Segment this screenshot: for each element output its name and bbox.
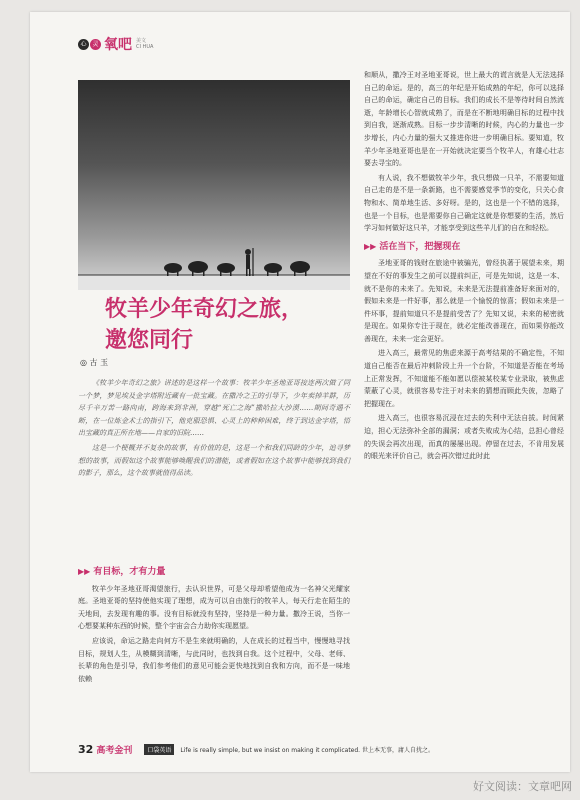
chevron-marker-icon: ▶▶ [364,241,377,251]
logo-sub-line2: CI HUA [136,44,154,50]
logo-sub-line1: 美文 [136,38,147,44]
magazine-name: 高考金刊 [96,745,133,756]
magazine-page [30,12,570,772]
section-heading-1 [78,566,350,579]
hero-image [78,80,350,290]
title-line-2: 邀您同行 [105,328,194,353]
page-number: 32 [78,742,94,756]
intro-column [78,377,350,482]
logo-char-1: 心 [78,39,89,50]
section-heading-2 [364,241,564,254]
intro-paragraph-2: 这是一个梗概并不复杂的故事，有价值的是，这是一个和我们同龄的少年，追寻梦想的故事，而假如这个故事能够唤醒我们的潜能，或者假如在这个故事中能够找到我们的影子，那么，这个故事就值得品读。 [78,443,350,478]
right-body-column [364,69,564,465]
site-watermark: 好文阅读：文章吧网 [473,780,572,793]
page-footer [78,740,558,758]
section-title-2: 活在当下，把握现在 [379,241,461,252]
body-paragraph: 进入高三，也很容易沉浸在过去的失利中无法自拔。时间紧迫，担心无法弥补全部的漏洞；或者失败成为心结，总担心曾经的失误会再次出现，而真的屡屡出现。停留在过去，不肯用发展的眼光来评价自己，就会再次错过此时此 [364,414,564,461]
body-paragraph: 牧羊少年圣地亚哥渴望旅行，去认识世界，可是父母却希望他成为一名神父光耀家庭。圣地亚哥的坚持使他实现了理想，成为可以自由旅行的牧羊人，每天行走在陌生的天地间，去发现有趣的事。没有目标就没有坚持，坚持是一种力量。撒冷王说，当你一心想要某种东西的时候，整个宇宙会合力助你实现愿望。 [78,584,350,631]
title-line-1: 牧羊少年奇幻之旅， [105,297,304,322]
left-body-column [78,560,350,687]
column-tag: 口袋英语 [144,744,174,755]
body-paragraph: 有人说，我不想做牧羊少年，我只想做一只羊，不需要知道自己走的是不是一条新路，也不需要感觉季节的变化，只关心食物和水、简单地生活、多好呀。是的，这也是一个不错的选择，也是一个目标，也是需要你自己确定这就是你想要的生活，然后学习如何做好这只羊，才能享受到这些羊儿们的自在和轻松。 [364,173,564,233]
article-title [105,294,303,356]
body-paragraph: 应该说，命运之路走向何方不是生来就明确的，人在成长的过程当中，慢慢地寻找目标，规划人生，从模糊到清晰，与此同时，也找到自我。这个过程中，父母、老师、长辈的角色是引导，我们参考他们的意见可能会更快地找到自我和方向，而不是一味地依赖 [78,636,350,683]
intro-paragraph-1: 《牧羊少年奇幻之旅》讲述的是这样一个故事：牧羊少年圣地亚哥接连两次做了同一个梦，梦见埃及金字塔附近藏有一批宝藏。在撒冷之王的引导下，少年卖掉羊群，历尽千辛万苦一路向南，跨海来到非洲，穿越“死亡之海”撒哈拉大沙漠……期间奇遇不断，在一位炼金术士的指引下，他克服恐惧、心灵上的种种困难，终于到达金字塔，悟出宝藏的真正所在地——自家的旧院…… [78,379,350,438]
column-logo [78,34,153,54]
logo-subtitle [136,38,153,50]
body-paragraph: 圣地亚哥的钱财在旅途中被骗光，曾经执著于展望未来，期望在不好的事发生之前可以提前纠正，可是先知说，这是一本、就不是你的未来了。先知说，未来是无法提前准备好来面对的，假如未来是一件好事，那么就是一个愉悦的惊喜；假如未来是一件坏事，提前知道只不是提前受苦了？先知又说，未来的秘密就是现在。如果你专注于现在，就必定能改善现在，而如果你能改善现在，未来一定会更好。 [364,259,564,343]
body-paragraph: 进入高三，最常见的焦虑来源于高考结果的不确定性，不知道自己能否在最后冲刺阶段上升一个台阶，不知道是否能在考场上正常发挥，不知道能不能如愿以偿被某校某专业录取，被焦虑蒙蔽了心灵，就很容易专注于对未来的猜想而顾此失彼，忽略了把握现在。 [364,349,564,408]
body-paragraph: 和顺从，撒冷王对圣地亚哥说，世上最大的谎言就是人无法选择自己的命运。是的，高三的年纪是开始成熟的年纪，你可以选择自己的命运，确定自己的目标。我们的成长不是等待时间自然流逝，年龄增长心智就成熟了，而是在不断地明确目标的过程中找到自我，逐渐成熟。目标一步步清晰的时候，内心的力量也一步步增长，内心力量的强大又推进你进一步明确目标。要知道，牧羊少年圣地亚哥也是在一开始就决定要当个牧羊人，有雄心壮志要去寻宝的。 [364,71,564,168]
footer-quote: Life is really simple, but we insist on making it complicated. 世上本无事，庸人自扰之。 [180,746,434,754]
author-byline: ◎ 古 玉 [80,358,109,367]
logo-title: 氧吧 [104,37,132,53]
section-title-1: 有目标，才有力量 [93,567,166,577]
logo-char-2: 灵 [90,39,101,50]
chevron-marker-icon: ▶▶ [78,567,91,576]
shepherd-silhouette-graphic [78,230,350,290]
